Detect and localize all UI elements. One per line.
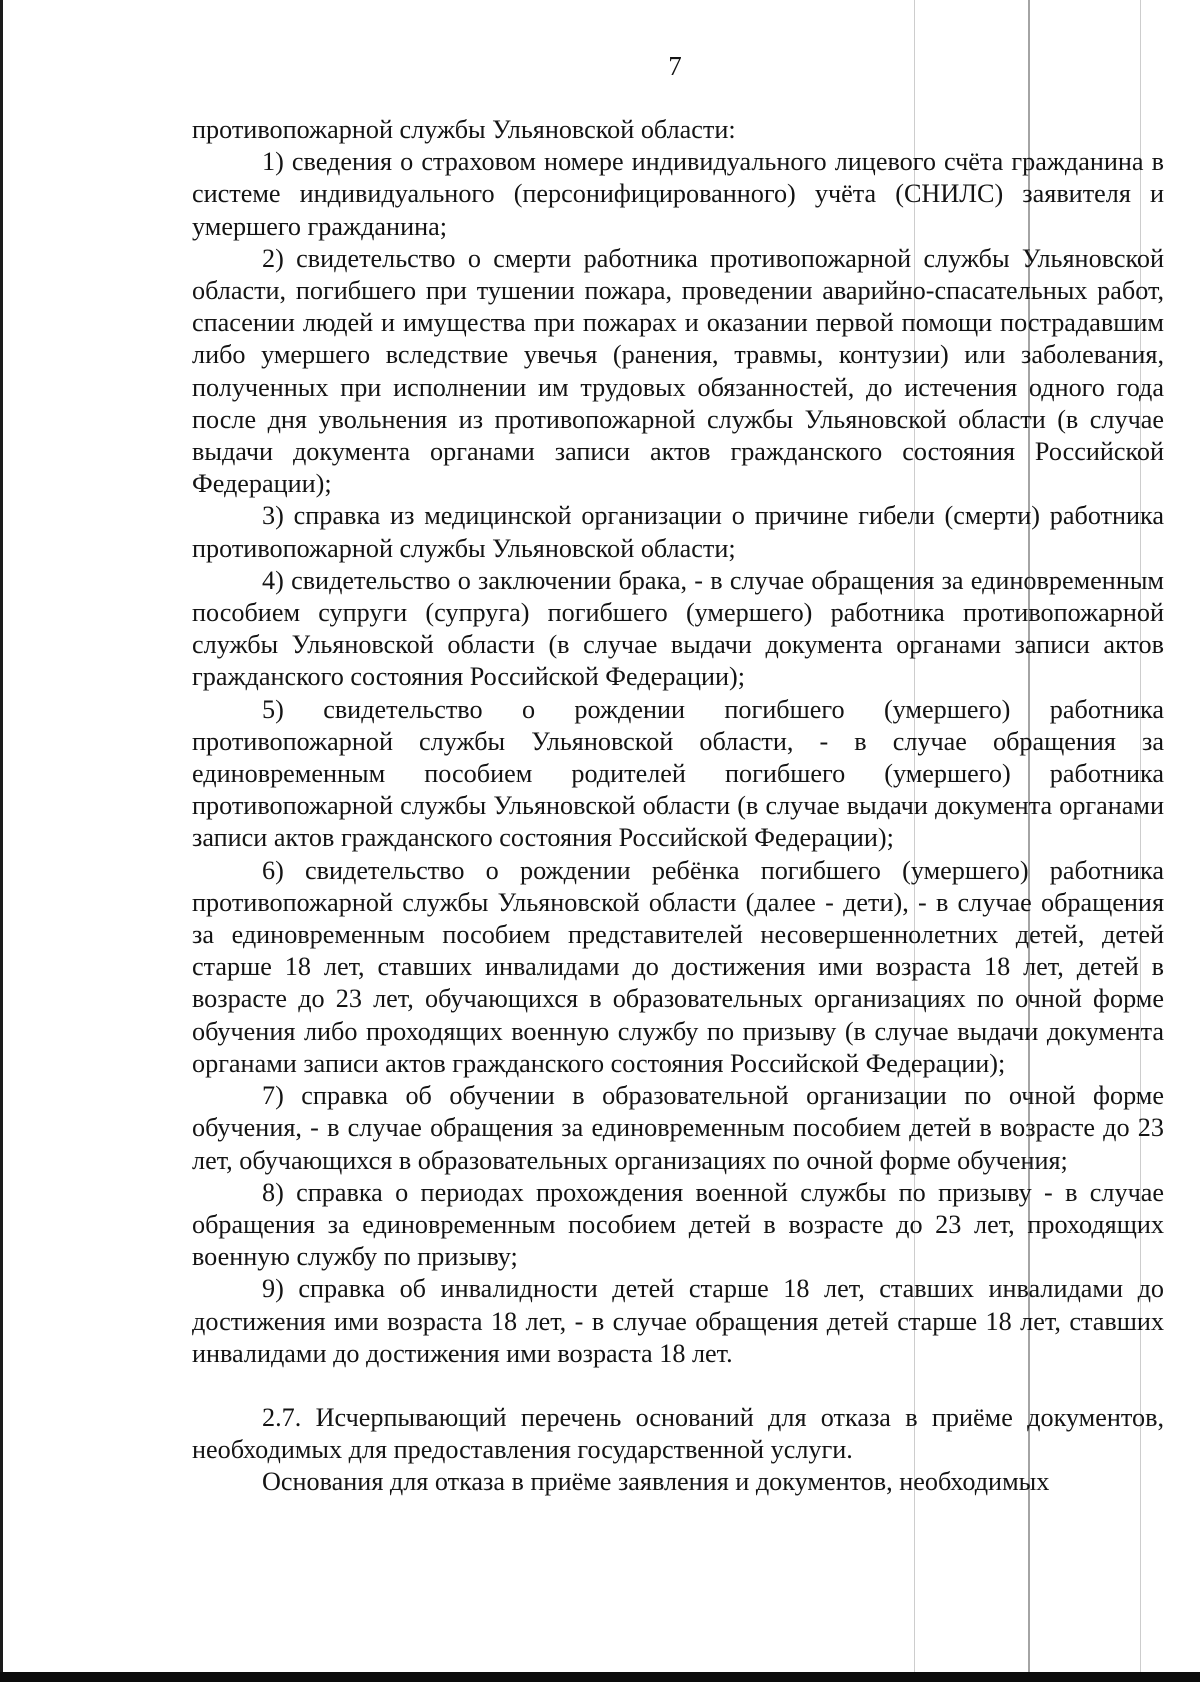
page-number: 7 bbox=[668, 51, 682, 81]
scan-bottom-edge bbox=[0, 1672, 1200, 1682]
list-item-6: 6) свидетельство о рождении ребёнка погибшего (умершего) работника противопожарной службы Ульяновской области (далее - дети), - в случае обращения за единовременным пособием представителей несовершеннолетних детей, детей старше 18 лет, ставших инвалидами до достижения ими возраста 18 лет, детей в возрасте до 23 лет, обучающихся в образовательных организациях по очной форме обучения либо проходящих военную службу по призыву (в случае выдачи документа органами записи актов гражданского состояния Российской Федерации); bbox=[192, 855, 1164, 1078]
list-item-4: 4) свидетельство о заключении брака, - в случае обращения за единовременным пособием супруги (супруга) погибшего (умершего) работника противопожарной службы Ульяновской области (в случае выдачи документа органами записи актов гражданского состояния Российской Федерации); bbox=[192, 565, 1164, 692]
scan-left-edge bbox=[0, 0, 3, 1682]
paragraph-grounds-for-refusal: Основания для отказа в приёме заявления и документов, необходимых bbox=[262, 1467, 1050, 1497]
list-item-7: 7) справка об обучении в образовательной организации по очной форме обучения, - в случае обращения за единовременным пособием детей в возрасте до 23 лет, обучающихся в образовательных организациях по очной форме обучения; bbox=[192, 1081, 1164, 1175]
list-item-8: 8) справка о периодах прохождения военной службы по призыву - в случае обращения за единовременным пособием детей в возрасте до 23 лет, проходящих военную службу по призыву; bbox=[192, 1177, 1164, 1272]
list-item-3: 3) справка из медицинской организации о причине гибели (смерти) работника противопожарной службы Ульяновской области; bbox=[192, 501, 1164, 563]
document-body bbox=[192, 114, 1164, 1499]
paragraph-continuation: противопожарной службы Ульяновской области: bbox=[192, 115, 736, 144]
section-heading-2-7: 2.7. Исчерпывающий перечень оснований для отказа в приёме документов, необходимых для предоставления государственной услуги. bbox=[192, 1402, 1164, 1465]
section-gap bbox=[192, 1370, 1164, 1402]
list-item-9: 9) справка об инвалидности детей старше 18 лет, ставших инвалидами до достижения ими возраста 18 лет, - в случае обращения детей старше 18 лет, ставших инвалидами до достижения ими возраста 18 лет. bbox=[192, 1274, 1164, 1368]
list-item-2: 2) свидетельство о смерти работника противопожарной службы Ульяновской области, погибшего при тушении пожара, проведении аварийно-спасательных работ, спасении людей и имущества при пожарах и оказании первой помощи пострадавшим либо умершего вследствие увечья (ранения, травмы, контузии) или заболевания, полученных при исполнении им трудовых обязанностей, до истечения одного года после дня увольнения из противопожарной службы Ульяновской области (в случае выдачи документа органами записи актов гражданского состояния Российской Федерации); bbox=[192, 243, 1164, 499]
list-item-5: 5) свидетельство о рождении погибшего (умершего) работника противопожарной службы Ульяновской области, - в случае обращения за единовременным пособием родителей погибшего (умершего) работника противопожарной службы Ульяновской области (в случае выдачи документа органами записи актов гражданского состояния Российской Федерации); bbox=[192, 694, 1164, 853]
list-item-1: 1) сведения о страховом номере индивидуального лицевого счёта гражданина в системе индивидуального (персонифицированного) учёта (СНИЛС) заявителя и умершего гражданина; bbox=[192, 147, 1164, 241]
